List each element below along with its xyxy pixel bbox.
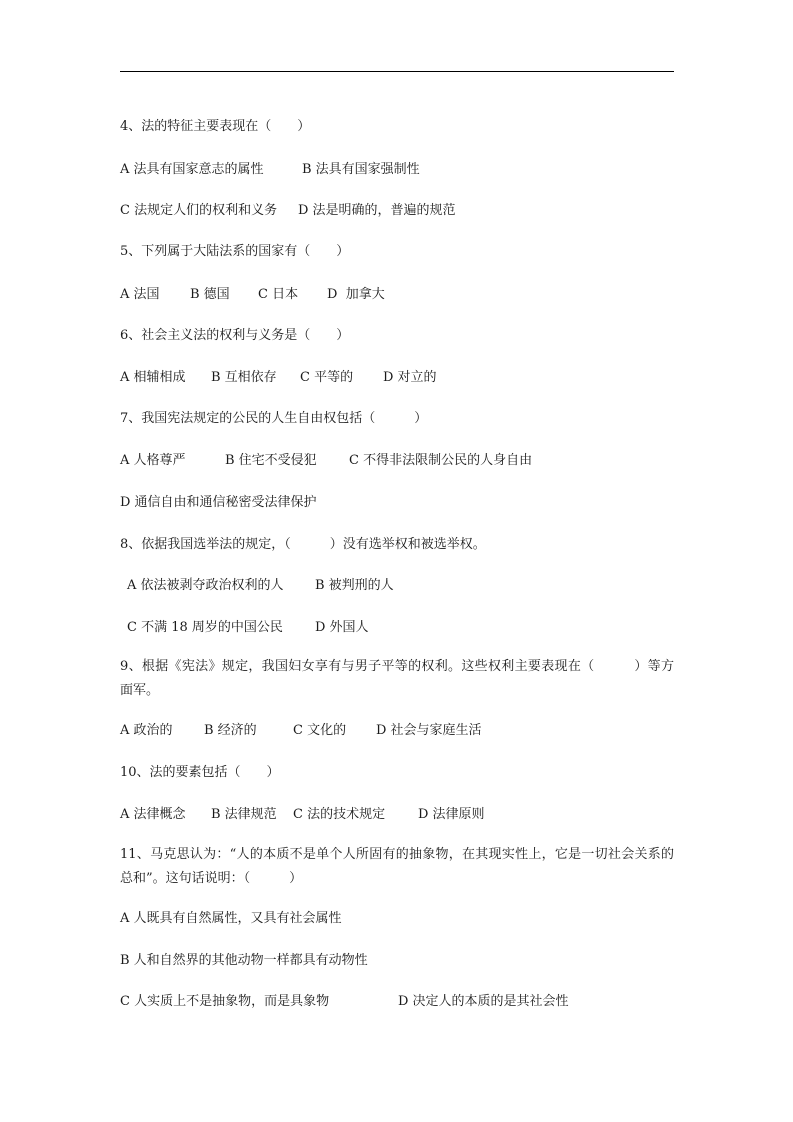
question-8-option-c: C 不满 18 周岁的中国公民 bbox=[127, 620, 283, 635]
question-11-option-a: A 人既具有自然属性，又具有社会属性 bbox=[120, 911, 342, 926]
question-5-option-c: C 日本 bbox=[258, 287, 299, 302]
question-4-stem: 4、法的特征主要表现在（ ） bbox=[120, 119, 311, 134]
question-11-option-c: C 人实质上不是抽象物，而是具象物 bbox=[120, 994, 330, 1009]
question-7-option-d: D 通信自由和通信秘密受法律保护 bbox=[120, 495, 317, 510]
question-4-option-c: C 法规定人们的权利和义务 bbox=[120, 203, 278, 218]
question-6-stem: 6、社会主义法的权利与义务是（ ） bbox=[120, 328, 350, 343]
question-7-option-a: A 人格尊严 bbox=[120, 453, 186, 468]
question-6-option-c: C 平等的 bbox=[300, 370, 354, 385]
question-10-option-b: B 法律规范 bbox=[211, 807, 277, 822]
question-8-stem: 8、依据我国选举法的规定，（ ）没有选举权和被选举权。 bbox=[120, 537, 486, 552]
question-8-option-a: A 依法被剥夺政治权利的人 bbox=[127, 578, 284, 593]
question-4-option-a: A 法具有国家意志的属性 bbox=[120, 162, 264, 177]
question-9-option-c: C 文化的 bbox=[293, 723, 347, 738]
question-9-stem: 9、根据《宪法》规定，我国妇女享有与男子平等的权利。这些权利主要表现在（ ）等方面军。 bbox=[120, 659, 674, 698]
question-11-option-d: D 决定人的本质的是其社会性 bbox=[398, 994, 569, 1009]
question-7-stem: 7、我国宪法规定的公民的人生自由权包括（ ） bbox=[120, 411, 428, 426]
question-5-option-d: D 加拿大 bbox=[327, 287, 385, 302]
question-11-option-b: B 人和自然界的其他动物一样都具有动物性 bbox=[120, 953, 368, 968]
question-9-option-b: B 经济的 bbox=[204, 723, 257, 738]
question-10-option-a: A 法律概念 bbox=[120, 807, 186, 822]
question-8-option-b: B 被判刑的人 bbox=[315, 578, 394, 593]
question-6-option-d: D 对立的 bbox=[383, 370, 437, 385]
question-10-stem: 10、法的要素包括（ ） bbox=[120, 765, 280, 780]
question-10-option-c: C 法的技术规定 bbox=[293, 807, 386, 822]
question-5-option-b: B 德国 bbox=[190, 287, 230, 302]
question-9-option-a: A 政治的 bbox=[120, 723, 173, 738]
question-11-stem: 11、马克思认为：“人的本质不是单个人所固有的抽象物，在其现实性上，它是一切社会关系的总和”。这句话说明：（ ） bbox=[120, 847, 674, 886]
question-7-option-b: B 住宅不受侵犯 bbox=[225, 453, 317, 468]
question-9-option-d: D 社会与家庭生活 bbox=[376, 723, 482, 738]
question-5-option-a: A 法国 bbox=[120, 287, 160, 302]
question-7-option-c: C 不得非法限制公民的人身自由 bbox=[349, 453, 533, 468]
question-5-stem: 5、下列属于大陆法系的国家有（ ） bbox=[120, 244, 350, 259]
header-rule bbox=[120, 71, 674, 72]
question-8-option-d: D 外国人 bbox=[315, 620, 369, 635]
question-4-option-b: B 法具有国家强制性 bbox=[302, 162, 420, 177]
question-6-option-a: A 相辅相成 bbox=[120, 370, 186, 385]
question-6-option-b: B 互相依存 bbox=[211, 370, 277, 385]
question-10-option-d: D 法律原则 bbox=[418, 807, 485, 822]
question-4-option-d: D 法是明确的，普遍的规范 bbox=[298, 203, 456, 218]
